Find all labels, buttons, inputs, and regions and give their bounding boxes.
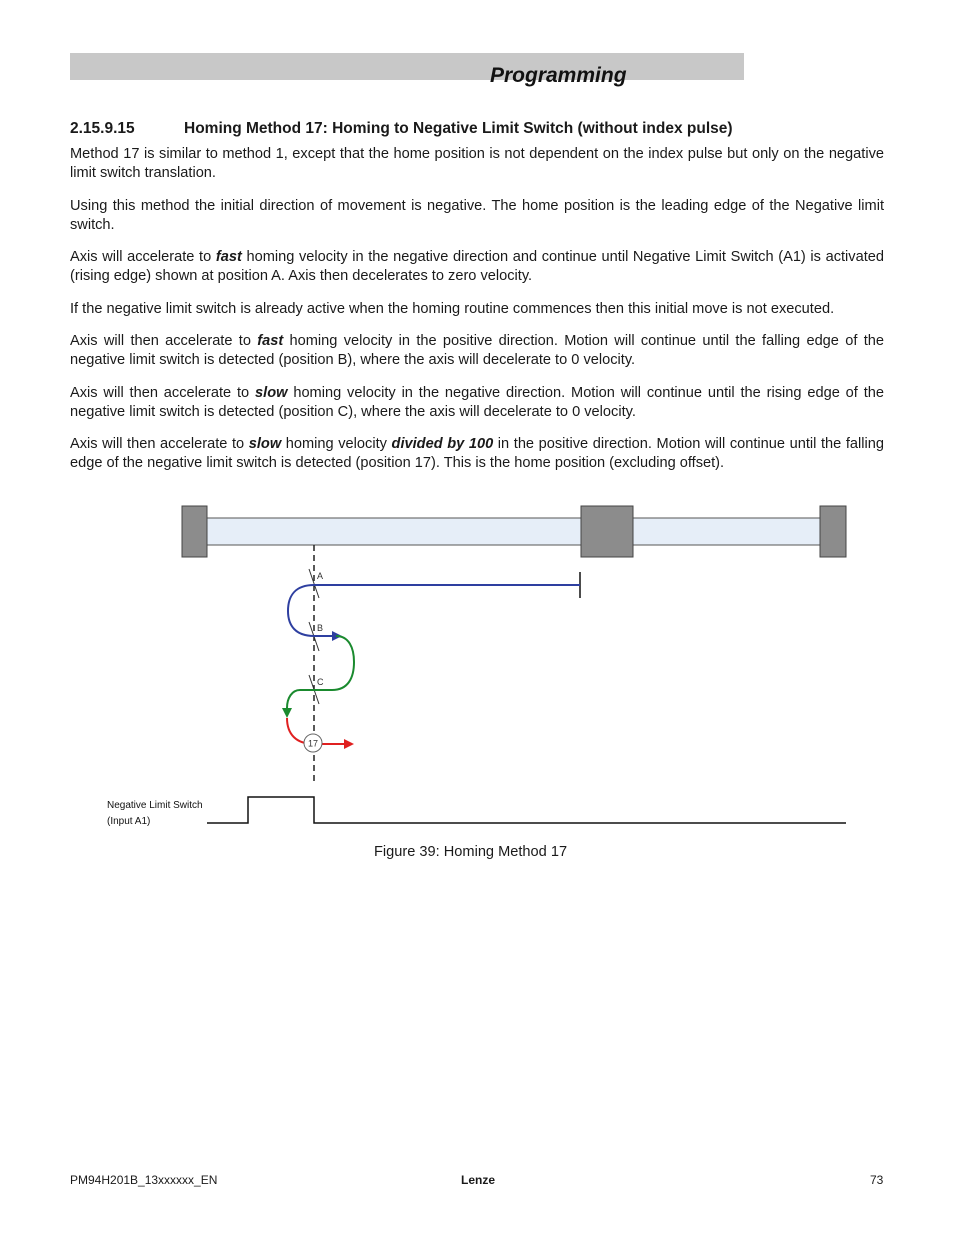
paragraph-4: If the negative limit switch is already active when the homing routine commences then this initial move is not executed. — [70, 300, 835, 317]
footer-page-number: 73 — [870, 1173, 884, 1187]
label-a: A — [317, 571, 324, 581]
figure-caption: Figure 39: Homing Method 17 — [374, 844, 568, 860]
paragraph-6-text-a: Axis will then accelerate to — [70, 384, 256, 401]
emphasis-fast: fast — [215, 249, 242, 265]
right-end-block — [820, 506, 846, 557]
emphasis-divided: divided by 100 — [391, 436, 494, 452]
label-c: C — [317, 677, 324, 687]
section-title: Homing Method 17: Homing to Negative Limit Switch (without index pulse) — [184, 120, 733, 137]
page-header-title: Programming — [490, 64, 627, 87]
limit-switch-signal — [207, 797, 846, 823]
label-b: B — [317, 623, 324, 633]
paragraph-2: Using this method the initial direction of movement is negative. The home position is the leading edge of the Negative limit switch. — [70, 197, 884, 233]
paragraph-6-text-b: homing velocity in the negative direction. Motion will continue until the rising edge of the negative limit switch is detected (position C), where the axis will decelerate to 0 velocity. — [70, 384, 884, 420]
paragraph-7-text-a: Axis will then accelerate to — [70, 436, 249, 452]
fast-move-path — [288, 585, 580, 636]
paragraph-5-text-a: Axis will then accelerate to — [70, 333, 258, 349]
signal-label-line-2: (Input A1) — [107, 816, 151, 827]
paragraph-7-text-b: homing velocity — [281, 436, 392, 452]
slow-move-path — [287, 636, 354, 716]
travel-rail — [207, 518, 820, 545]
emphasis-slow: slow — [255, 384, 288, 401]
carriage-block — [581, 506, 633, 557]
emphasis-slow: slow — [248, 436, 282, 452]
paragraph-5-text-b: homing velocity in the positive direction. Motion will continue until the falling edge of the negative limit switch is detected (position B), where the axis will decelerate to 0 velocity. — [70, 333, 884, 368]
paragraph-3-text-b: homing velocity in the negative direction and continue until Negative Limit Switch (A1) is activated (rising edge) shown at position A. Axis then decelerates to zero velocity. — [70, 249, 885, 284]
footer-brand-logo: Lenze — [461, 1173, 496, 1187]
paragraph-3-text-a: Axis will accelerate to — [70, 249, 216, 265]
home-position-label: 17 — [307, 738, 319, 749]
left-end-block — [182, 506, 207, 557]
footer-doc-id: PM94H201B_13xxxxxx_EN — [70, 1173, 218, 1187]
paragraph-7-text-c: in the positive direction. Motion will continue until the falling edge of the negative limit switch is detected (position 17). This is the home position (excluding offset). — [70, 436, 884, 471]
signal-label-line-1: Negative Limit Switch — [107, 800, 203, 811]
section-number: 2.15.9.15 — [70, 120, 135, 137]
emphasis-fast: fast — [257, 333, 284, 349]
paragraph-1: Method 17 is similar to method 1, except that the home position is not dependent on the index pulse but only on the negative limit switch translation. — [70, 146, 884, 181]
